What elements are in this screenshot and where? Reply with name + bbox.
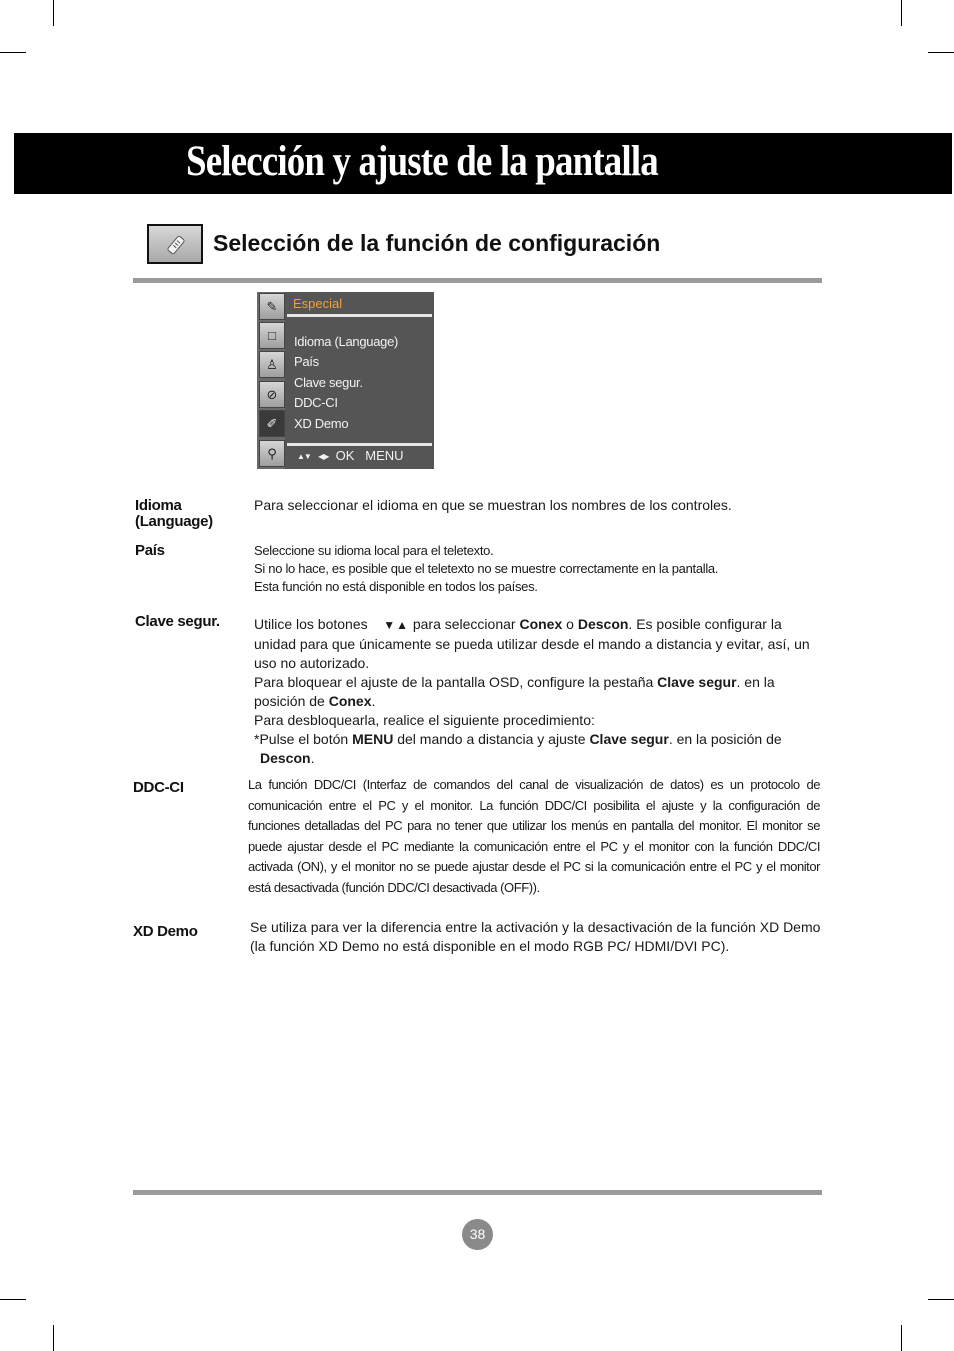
screen-icon: □ <box>259 322 285 349</box>
tracking-icon: ⊘ <box>259 381 285 408</box>
crop-mark <box>901 0 902 26</box>
crop-mark <box>928 52 954 53</box>
clave-paragraph-3: Para desbloquearla, realice el siguiente procedimiento: <box>254 712 595 728</box>
crop-mark <box>901 1325 902 1351</box>
clave-paragraph-4: *Pulse el botón MENU del mando a distancia y ajuste Clave segur. en la posición de Descon. <box>254 731 782 766</box>
up-down-arrow-icon: ▼▲ <box>383 618 409 632</box>
osd-item-idioma: Idioma (Language) <box>294 334 399 349</box>
divider <box>133 1190 822 1195</box>
label-clave: Clave segur. <box>135 613 220 630</box>
clave-paragraph-1: Utilice los botones ▼▲ para seleccionar Conex o Descon. Es posible configurar la unidad para que únicamente se pueda utilizar desde el mando a distancia y evitar, así, un uso no autorizado. <box>254 616 810 671</box>
label-pais: País <box>135 542 165 559</box>
osd-divider <box>287 314 432 317</box>
label-ddcci: DDC-CI <box>133 779 184 796</box>
crop-mark <box>0 52 26 53</box>
up-down-arrow-icon: ▲▼ <box>297 452 311 461</box>
divider <box>133 278 822 283</box>
setup-icon <box>147 224 203 264</box>
osd-menu: MENU <box>365 448 404 463</box>
crop-mark <box>53 0 54 26</box>
text-pais: Seleccione su idioma local para el teletexto. Si no lo hace, es posible que el teletexto no se muestre correctamente en la pantalla. Esta función no está disponible en todos los países. <box>254 543 719 594</box>
setup-icon: ✐ <box>259 410 285 437</box>
page-title: Selección y ajuste de la pantalla <box>186 138 658 185</box>
osd-item-pais: País <box>294 354 319 369</box>
osd-menu <box>257 292 434 469</box>
crop-mark <box>928 1299 954 1300</box>
osd-divider <box>287 443 432 446</box>
label-xddemo: XD Demo <box>133 923 198 940</box>
picture-icon: ✎ <box>259 293 285 320</box>
text-clave <box>254 615 824 768</box>
special-icon: ⚲ <box>259 440 285 467</box>
osd-ok: OK <box>335 448 355 463</box>
color-icon: ♙ <box>259 351 285 378</box>
page-number: 38 <box>462 1219 493 1250</box>
crop-mark <box>53 1325 54 1351</box>
osd-item-ddcci: DDC-CI <box>294 395 338 410</box>
osd-item-xddemo: XD Demo <box>294 416 349 431</box>
label-idioma: Idioma (Language) <box>135 497 213 530</box>
text-xddemo: Se utiliza para ver la diferencia entre la activación y la desactivación de la función XD Demo (la función XD Demo no está disponible en el modo RGB PC/ HDMI/DVI PC). <box>250 919 821 954</box>
section-title: Selección de la función de configuración <box>213 230 661 256</box>
clave-paragraph-2: Para bloquear el ajuste de la pantalla OSD, configure la pestaña Clave segur. en la posición de Conex. <box>254 674 775 709</box>
left-right-arrow-icon: ◀▶ <box>318 452 329 461</box>
osd-nav <box>297 448 404 463</box>
osd-item-clave: Clave segur. <box>294 375 363 390</box>
crop-mark <box>0 1299 26 1300</box>
text-idioma: Para seleccionar el idioma en que se muestran los nombres de los controles. <box>254 497 732 513</box>
osd-heading: Especial <box>293 296 343 311</box>
text-ddcci: La función DDC/CI (Interfaz de comandos del canal de visualización de datos) es un protocolo de comunicación entre el PC y el monitor. La función DDC/CI posibilita el ajuste y la configuración de funciones detalladas del PC para no tener que utilizar los menús en pantalla del monitor. El monitor se puede ajustar desde el PC mediante la comunicación entre el PC y el monitor con la función DDC/CI activada (ON), y el monitor no se puede ajustar desde el PC si la comunicación entre el PC y el monitor está desactivada (función DDC/CI desactivada (OFF)). <box>248 777 820 895</box>
title-bar <box>14 133 952 194</box>
